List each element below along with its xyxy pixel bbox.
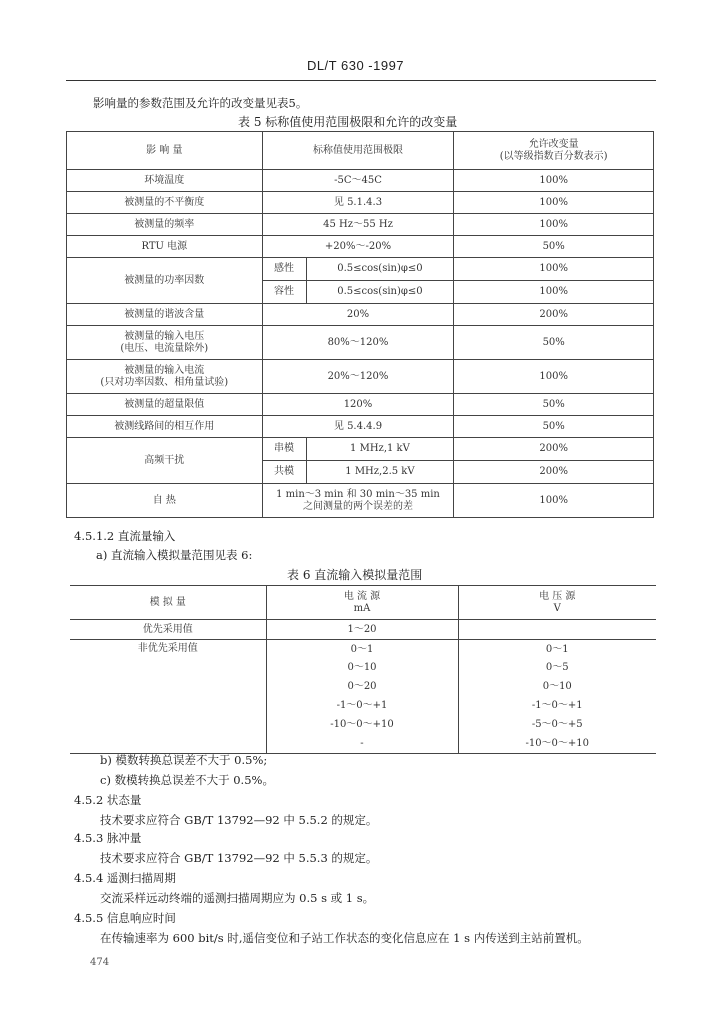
cell-change: 100% [454,170,654,192]
cell-name [67,360,263,394]
table6-head-voltage [458,586,656,620]
table5-head-change [454,132,654,170]
table-row [67,326,654,360]
cell-range: 0.5≤cos(sin)φ≤0 [306,258,454,281]
page-number: 474 [90,957,110,968]
cell-name: RTU 电源 [67,236,263,258]
cell-name [67,326,263,360]
cell-name: 被测量的谐波含量 [67,304,263,326]
name-line2: (电压、电流量除外) [120,342,209,354]
section-4512: 4.5.1.2 直流量输入 [74,529,176,543]
section-453: 4.5.3 脉冲量 [74,831,142,845]
table6-caption: 表 6 直流输入模拟量范围 [287,568,423,582]
table-row [67,394,654,416]
cell-change: 100% [454,214,654,236]
page-header: DL/T 630 -1997 [306,58,405,73]
cell-kind: 串模 [262,438,306,461]
cell-name: 被测量的功率因数 [67,258,263,304]
section-454: 4.5.4 遥测扫描周期 [74,871,176,885]
cell-kind: 共模 [262,461,306,484]
cell-voltage: 0～10 [458,678,656,697]
cell-change: 50% [454,394,654,416]
range-line1: 1 min～3 min 和 30 min～35 min [276,489,440,500]
cell-change: 200% [454,461,654,484]
section-b: b) 模数转换总误差不大于 0.5%; [100,753,268,767]
cell-name: 环境温度 [67,170,263,192]
table-row [70,640,656,659]
cell-range: 20%～120% [262,360,454,394]
cell-current: 0～10 [266,659,458,678]
table6-head-quantity: 模 拟 量 [70,586,266,620]
cell-current: 0～20 [266,678,458,697]
cell-name: 被测量的不平衡度 [67,192,263,214]
table5 [66,131,654,518]
cell-current: -10～0～+10 [266,716,458,735]
cell-range: 1 MHz,2.5 kV [306,461,454,484]
cell-range: 45 Hz～55 Hz [262,214,454,236]
cell-name: 被测量的超量限值 [67,394,263,416]
cell-current: 1～20 [266,620,458,640]
table-row [67,170,654,192]
cell-voltage: -1～0～+1 [458,697,656,716]
header-rule [66,80,656,81]
table6-head-current [266,586,458,620]
head-voltage-label: 电 压 源 [539,591,576,602]
head-voltage-unit: V [553,602,561,614]
head-change-line2: (以等级指数百分数表示) [499,150,608,162]
cell-name: 自 热 [67,484,263,518]
section-c: c) 数模转换总误差不大于 0.5%。 [100,773,274,787]
cell-name: 被测线路间的相互作用 [67,416,263,438]
cell-range: 见 5.4.4.9 [262,416,454,438]
cell-change: 100% [454,258,654,281]
name-line1: 被测量的输入电流 [124,365,205,376]
cell-change: 100% [454,192,654,214]
cell-change: 100% [454,484,654,518]
head-current-unit: mA [353,602,371,614]
table6 [70,585,656,754]
cell-change: 100% [454,360,654,394]
cell-label: 优先采用值 [70,620,266,640]
cell-range: 20% [262,304,454,326]
cell-range: 120% [262,394,454,416]
cell-change: 50% [454,326,654,360]
section-452: 4.5.2 状态量 [74,793,142,807]
cell-range: 见 5.1.4.3 [262,192,454,214]
table-row [67,236,654,258]
cell-change: 100% [454,281,654,304]
table-row [67,214,654,236]
head-current-label: 电 流 源 [343,591,381,602]
cell-current: - [266,735,458,754]
cell-current: -1～0～+1 [266,697,458,716]
cell-change: 50% [454,416,654,438]
cell-name: 被测量的频率 [67,214,263,236]
head-change-line1: 允许改变量 [528,139,579,150]
cell-voltage: -10～0～+10 [458,735,656,754]
section-455-text: 在传输速率为 600 bit/s 时,遥信变位和子站工作状态的变化信息应在 1 s 内传送到主站前置机。 [100,931,589,945]
section-454-text: 交流采样远动终端的遥测扫描周期应为 0.5 s 或 1 s。 [100,891,375,905]
cell-name: 高频干扰 [67,438,263,484]
cell-change: 200% [454,304,654,326]
cell-label: 非优先采用值 [70,640,266,754]
cell-change: 200% [454,438,654,461]
section-4512-a: a) 直流输入模拟量范围见表 6: [96,548,253,562]
cell-current: 0～1 [266,640,458,659]
name-line2: (只对功率因数、相角量试验) [100,376,229,388]
name-line1: 被测量的输入电压 [124,331,205,342]
table-row [67,132,654,170]
cell-range: 1 MHz,1 kV [306,438,454,461]
table5-caption: 表 5 标称值使用范围极限和允许的改变量 [238,115,458,129]
intro-text: 影响量的参数范围及允许的改变量见表5。 [93,96,308,110]
section-452-text: 技术要求应符合 GB/T 13792—92 中 5.5.2 的规定。 [100,813,378,827]
table-row [67,258,654,281]
cell-range: 80%～120% [262,326,454,360]
cell-range: -5C～45C [262,170,454,192]
cell-kind: 容性 [262,281,306,304]
section-455: 4.5.5 信息响应时间 [74,911,176,925]
table-row [67,192,654,214]
table-row [70,620,656,640]
cell-range: 0.5≤cos(sin)φ≤0 [306,281,454,304]
cell-voltage: 0～5 [458,659,656,678]
table5-head-influence: 影 响 量 [67,132,263,170]
table-row [67,438,654,461]
cell-range [262,484,454,518]
section-453-text: 技术要求应符合 GB/T 13792—92 中 5.5.3 的规定。 [100,851,378,865]
range-line2: 之间测量的两个误差的差 [302,500,413,512]
table-row [67,416,654,438]
table-row [67,484,654,518]
table5-head-range: 标称值使用范围极限 [262,132,454,170]
table-row [67,360,654,394]
cell-voltage [458,620,656,640]
table-row [70,586,656,620]
cell-voltage: -5～0～+5 [458,716,656,735]
cell-change: 50% [454,236,654,258]
cell-kind: 感性 [262,258,306,281]
cell-voltage: 0～1 [458,640,656,659]
cell-range: +20%～-20% [262,236,454,258]
table-row [67,304,654,326]
